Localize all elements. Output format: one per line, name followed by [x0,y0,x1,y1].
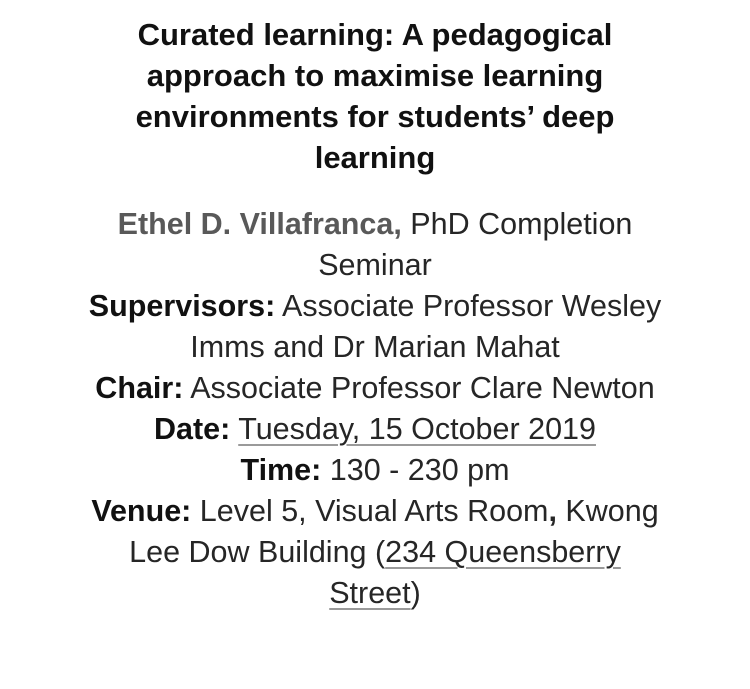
supervisors-value-cont: Imms and Dr Marian Mahat [190,330,560,364]
address-link-cont[interactable]: Street [329,576,411,610]
chair-label: Chair: [95,371,184,405]
time-label: Time: [240,453,322,487]
title-line: environments for students’ deep [135,99,615,134]
presenter-role: PhD Completion [401,207,633,241]
venue-comma: , [548,494,557,528]
chair-value: Associate Professor Clare Newton [183,371,655,405]
presenter-role-cont: Seminar [318,248,432,282]
supervisors-line [0,286,750,327]
venue-building: Kwong [556,494,659,528]
venue-room: Level 5, Visual Arts Room [191,494,549,528]
presenter-role-line [0,245,750,286]
chair-line [0,368,750,409]
venue-line [0,491,750,532]
title-line: approach to maximise learning [146,58,604,93]
seminar-title [75,14,675,178]
date-line [0,409,750,450]
venue-label: Venue: [91,494,192,528]
title-line: learning [314,140,436,175]
supervisors-value: Associate Professor Wesley [275,289,662,323]
address-link[interactable]: 234 Queensberry [385,535,621,569]
time-line [0,450,750,491]
presenter-line [0,204,750,245]
supervisors-label: Supervisors: [88,289,276,323]
date-link[interactable]: Tuesday, 15 October 2019 [238,412,596,446]
presenter-name: Ethel D. Villafranca, [117,207,402,241]
seminar-details [0,204,750,614]
venue-close: ) [410,576,421,610]
supervisors-line-2 [0,327,750,368]
venue-building-cont: Lee Dow Building ( [129,535,386,569]
time-value: 130 - 230 pm [321,453,510,487]
venue-line-3 [0,573,750,614]
date-label: Date: [154,412,231,446]
venue-line-2 [0,532,750,573]
title-line: Curated learning: A pedagogical [137,17,613,52]
